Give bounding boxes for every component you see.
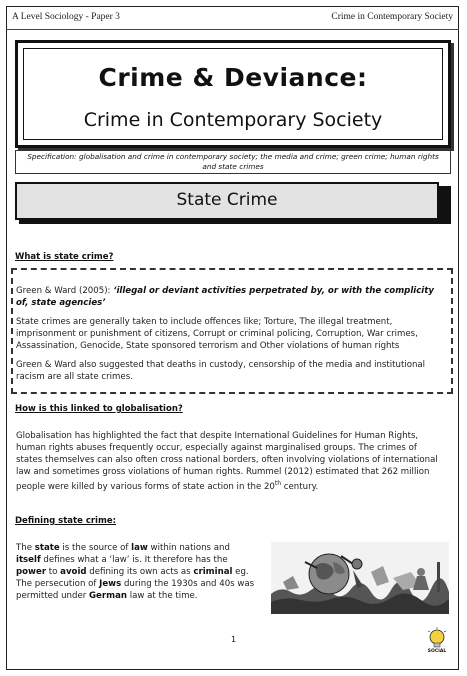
definition-quote	[16, 285, 442, 309]
section-title: State Crime	[176, 190, 278, 210]
main-title: Crime & Deviance:	[98, 63, 368, 92]
header-divider	[6, 29, 459, 30]
sub-title: Crime in Contemporary Society	[83, 109, 383, 131]
quote-text: ‘illegal or deviant activities perpetrated by, or with the complicity of, state agencies’	[16, 286, 434, 308]
heading-globalisation: How is this linked to globalisation?	[15, 404, 183, 414]
globe-crowd-cartoon	[271, 542, 449, 614]
title-box	[15, 40, 451, 148]
globalisation-text: Globalisation has highlighted the fact that despite International Guidelines for Human Rights, human rights abuses frequently occur, especially against marginalised groups. The crimes of states themselves can also often cross national borders, often involving violations of international law and sometimes gross violations of human rights. Rummel (2012) estimated that 262 million people were killed by various forms of state action in the 20	[16, 431, 438, 492]
title-inner-frame	[23, 48, 443, 140]
defining-paragraph: The state is the source of law within nations and itself defines what a ‘law’ is. It therefore has the power to avoid defining its own acts as criminal eg. The persecution of Jews during the 1930s and 40s was permitted under German law at the time.	[16, 543, 255, 601]
heading-defining: Defining state crime:	[15, 516, 116, 526]
globalisation-end: century.	[281, 481, 319, 492]
header-right: Crime in Contemporary Society	[331, 12, 453, 22]
superscript-th: th	[274, 480, 282, 487]
green-ward-also: Green & Ward also suggested that deaths in custody, censorship of the media and institutional racism are all state crimes.	[16, 360, 426, 382]
heading-what-is-state-crime: What is state crime?	[15, 252, 114, 262]
page-number: 1	[230, 635, 237, 644]
section-title-box	[15, 182, 439, 220]
social-logo	[426, 627, 448, 659]
specification-box: Specification: globalisation and crime in contemporary society; the media and crime; green crime; human rights and state crimes	[15, 150, 451, 174]
globalisation-paragraph	[16, 430, 442, 493]
header-left: A Level Sociology - Paper 3	[12, 12, 120, 22]
section-shadow-bottom	[19, 220, 451, 224]
section-shadow	[439, 186, 451, 224]
state-crime-examples: State crimes are generally taken to include offences like; Torture, The illegal treatment, imprisonment or punishment of citizens, Corrupt or criminal policing, Corruption, War crimes, Assassination, Genocide, State sponsored terrorism and Other violations of human rights	[16, 317, 418, 351]
quote-intro: Green & Ward (2005):	[16, 286, 114, 296]
logo-text: SOCIAL	[427, 649, 447, 654]
